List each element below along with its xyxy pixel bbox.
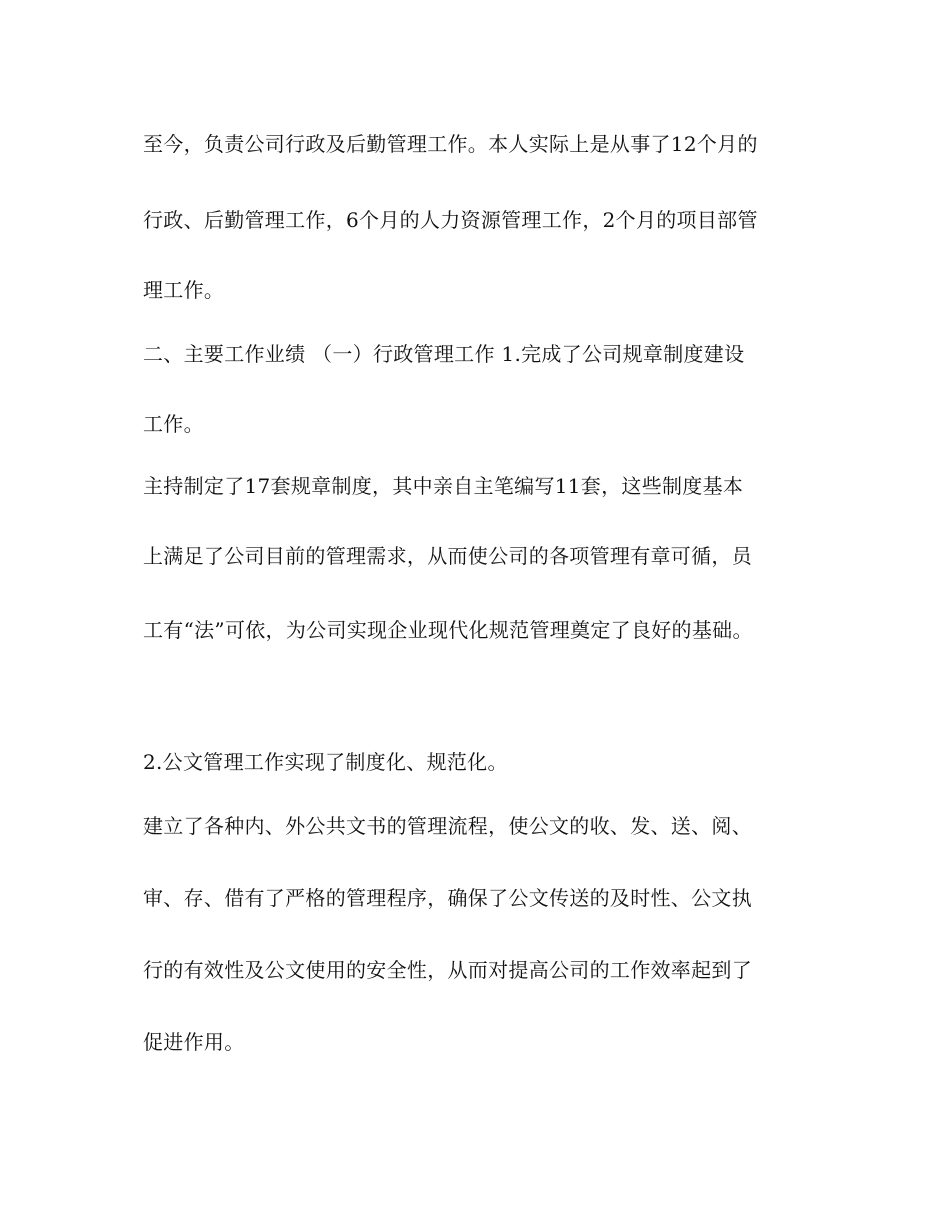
paragraph-3-line-4: 促进作用。: [143, 1030, 245, 1054]
paragraph-3-line-1: 建立了各种内、外公共文书的管理流程，使公文的收、发、送、阅、: [143, 814, 752, 838]
paragraph-3-line-2: 审、存、借有了严格的管理程序，确保了公文传送的及时性、公文执: [143, 886, 752, 910]
paragraph-3-line-3: 行的有效性及公文使用的安全性，从而对提高公司的工作效率起到了: [143, 958, 752, 982]
paragraph-2-line-2: 上满足了公司目前的管理需求，从而使公司的各项管理有章可循，员: [143, 544, 752, 568]
paragraph-2-line-3: 工有“法”可依，为公司实现企业现代化规范管理奠定了良好的基础。: [143, 618, 753, 642]
paragraph-1-line-3: 理工作。: [143, 278, 225, 302]
section-heading-line-2: 工作。: [143, 412, 204, 436]
item-2-heading: 2.公文管理工作实现了制度化、规范化。: [143, 750, 508, 774]
paragraph-1-line-2: 行政、后勤管理工作，6个月的人力资源管理工作，2个月的项目部管: [143, 208, 758, 232]
section-heading-line-1: 二、主要工作业绩 （一）行政管理工作 1.完成了公司规章制度建设: [143, 342, 745, 366]
paragraph-1-line-1: 至今，负责公司行政及后勤管理工作。本人实际上是从事了12个月的: [143, 132, 758, 156]
paragraph-2-line-1: 主持制定了17套规章制度，其中亲自主笔编写11套，这些制度基本: [143, 474, 744, 498]
